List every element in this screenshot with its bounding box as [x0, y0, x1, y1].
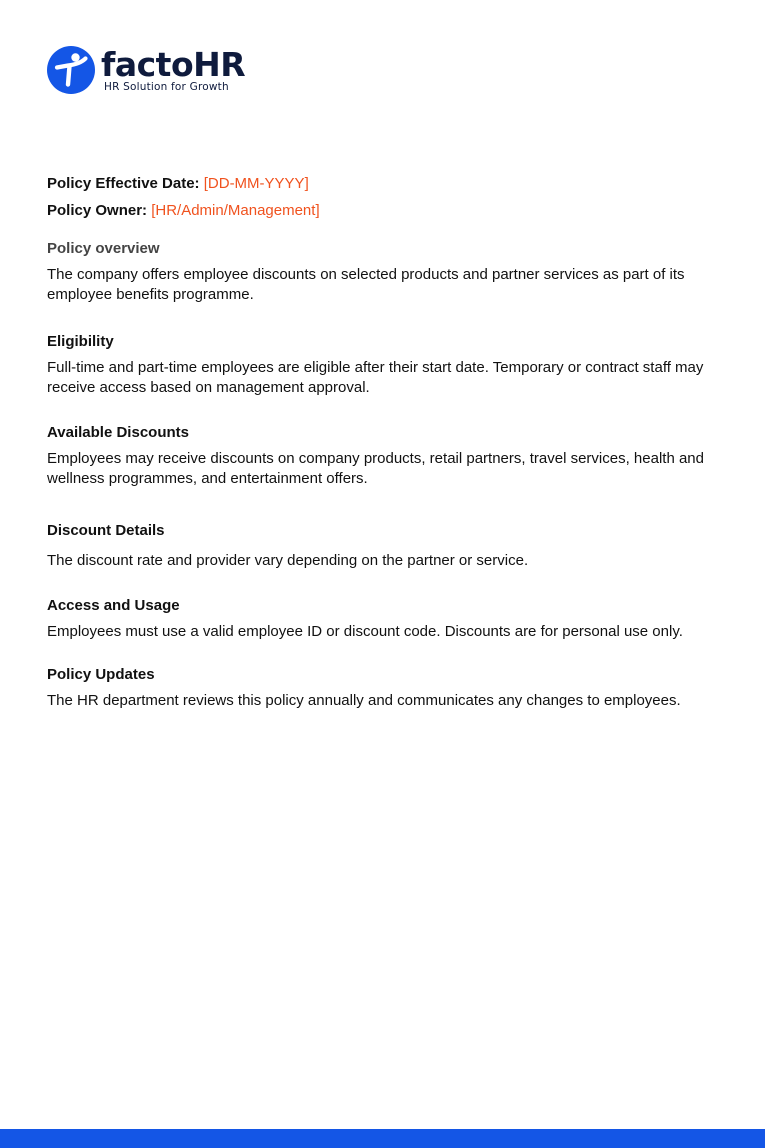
- person-logo-icon: [47, 46, 95, 94]
- section-body-discount-details: The discount rate and provider vary depending on the partner or service.: [47, 552, 529, 569]
- brand-name: factoHR: [101, 45, 246, 84]
- brand-tagline: HR Solution for Growth: [104, 81, 229, 93]
- section-body-access-usage: Employees must use a valid employee ID or discount code. Discounts are for personal use only.: [47, 622, 683, 640]
- section-body-policy-updates: The HR department reviews this policy annually and communicates any changes to employees.: [47, 692, 681, 709]
- brand-logo: [47, 46, 245, 98]
- footer-brand-bar: [0, 1129, 765, 1148]
- effective-date-label: Policy Effective Date:: [47, 175, 200, 192]
- section-body-overview: The company offers employee discounts on selected products and partner services as part of its employee benefits programme.: [47, 266, 685, 303]
- section-title-policy-updates: Policy Updates: [47, 666, 155, 683]
- policy-owner-line: [47, 199, 723, 223]
- effective-date-line: [47, 172, 723, 196]
- policy-owner-label: Policy Owner:: [47, 202, 148, 219]
- policy-document: [47, 172, 723, 711]
- section-title-overview: Policy overview: [47, 240, 160, 257]
- section-title-eligibility: Eligibility: [47, 333, 114, 350]
- section-title-available-discounts: Available Discounts: [47, 424, 189, 441]
- section-title-discount-details: Discount Details: [47, 522, 165, 539]
- policy-owner-value: [HR/Admin/Management]: [151, 202, 320, 219]
- brand-text: [101, 46, 245, 93]
- section-body-available-discounts: Employees may receive discounts on company products, retail partners, travel services, health and wellness programmes, and entertainment offers.: [47, 450, 704, 487]
- effective-date-value: [DD-MM-YYYY]: [203, 175, 309, 192]
- section-body-eligibility: Full-time and part-time employees are eligible after their start date. Temporary or contract staff may receive access based on management approval.: [47, 359, 704, 396]
- section-title-access-usage: Access and Usage: [47, 596, 180, 614]
